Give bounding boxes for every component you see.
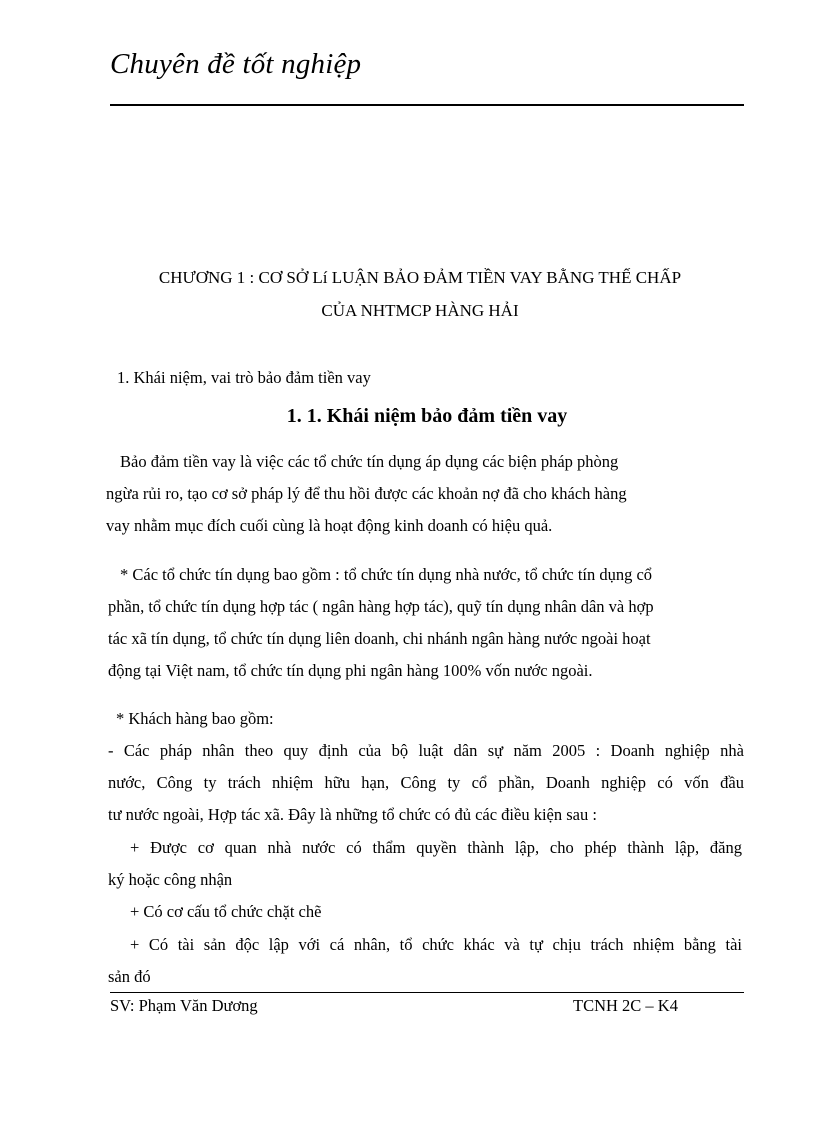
footer-class-code: TCNH 2C – K4 [573, 996, 678, 1015]
para3-line-8: + Có tài sản độc lập với cá nhân, tổ chức khác và tự chịu trách nhiệm bằng tài [130, 935, 742, 954]
footer-student-name: SV: Phạm Văn Dương [110, 996, 258, 1015]
para3-line-2: - Các pháp nhân theo quy định của bộ luật dân sự năm 2005 : Doanh nghiệp nhà [108, 741, 744, 760]
para2-line-1: * Các tổ chức tín dụng bao gồm : tổ chức tín dụng nhà nước, tổ chức tín dụng cổ [120, 565, 653, 584]
section-title: 1. Khái niệm, vai trò bảo đảm tiền vay [117, 368, 371, 387]
para1-line-1: Bảo đảm tiền vay là việc các tổ chức tín dụng áp dụng các biện pháp phòng [120, 452, 619, 471]
para3-line-9: sản đó [108, 967, 151, 986]
para1-line-2: ngừa rủi ro, tạo cơ sở pháp lý để thu hồi được các khoản nợ đã cho khách hàng [106, 484, 627, 503]
para2-line-2: phần, tổ chức tín dụng hợp tác ( ngân hàng hợp tác), quỹ tín dụng nhân dân và hợp [108, 597, 654, 616]
para1-line-3: vay nhằm mục đích cuối cùng là hoạt động kinh doanh có hiệu quả. [106, 516, 553, 535]
para3-line-7: + Có cơ cấu tổ chức chặt chẽ [130, 902, 322, 921]
para3-line-5: + Được cơ quan nhà nước có thẩm quyền thành lập, cho phép thành lập, đăng [130, 838, 742, 857]
header-divider [110, 104, 744, 106]
para3-line-6: ký hoặc công nhận [108, 870, 233, 889]
subsection-title: 1. 1. Khái niệm bảo đảm tiền vay [286, 405, 568, 427]
footer-divider [110, 992, 744, 993]
para3-line-3: nước, Công ty trách nhiệm hữu hạn, Công ty cổ phần, Doanh nghiệp có vốn đầu [108, 773, 744, 792]
chapter-title-line-1: CHƯƠNG 1 : CƠ SỞ Lí LUẬN BẢO ĐẢM TIỀN VAY BẰNG THẾ CHẤP [158, 268, 682, 287]
page-header-title: Chuyên đề tốt nghiệp [110, 48, 362, 80]
para2-line-3: tác xã tín dụng, tổ chức tín dụng liên doanh, chi nhánh ngân hàng nước ngoài hoạt [108, 629, 651, 648]
para3-line-1: * Khách hàng bao gồm: [116, 709, 274, 728]
chapter-title-line-2: CỦA NHTMCP HÀNG HẢI [321, 301, 519, 320]
para2-line-4: động tại Việt nam, tổ chức tín dụng phi ngân hàng 100% vốn nước ngoài. [108, 661, 593, 680]
para3-line-4: tư nước ngoài, Hợp tác xã. Đây là những tổ chức có đủ các điều kiện sau : [108, 805, 597, 824]
